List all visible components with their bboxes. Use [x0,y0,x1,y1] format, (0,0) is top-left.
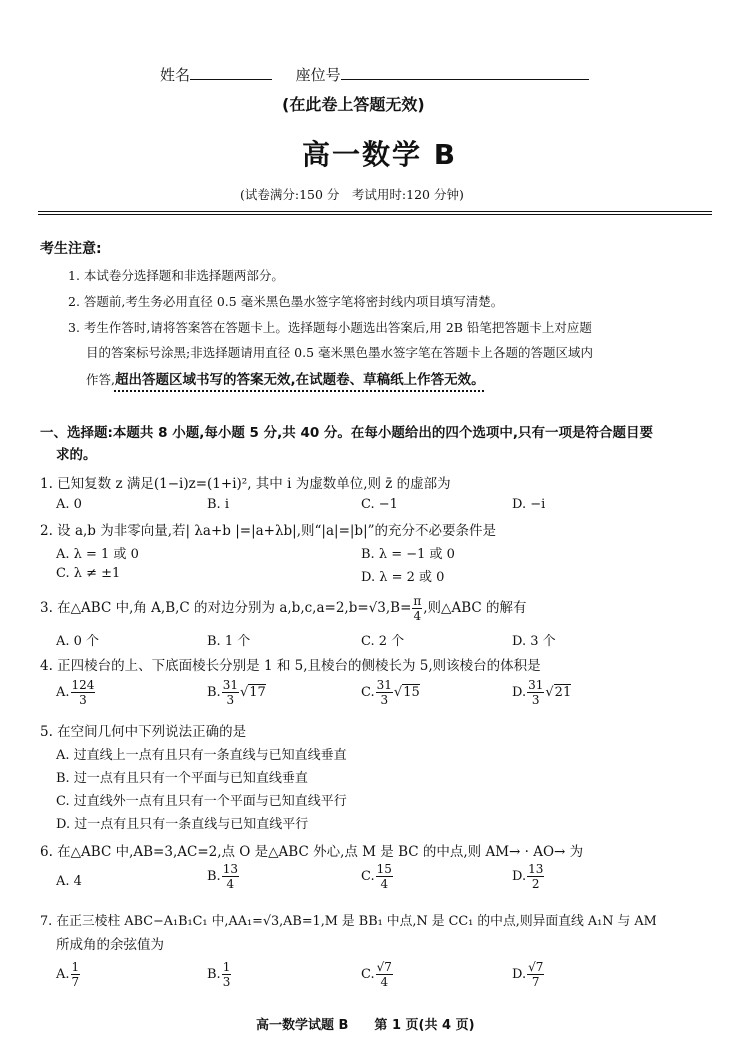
q4-option-d: D. $\frac{31}{3}$ √21 [512,678,572,707]
q7-c-num: √7 [376,960,392,974]
q4-c-frac [376,678,393,707]
q3-frac-num: π [413,594,422,608]
q3-option-c: C. 2 个 [361,634,405,649]
seat-label: 座位号 [295,66,341,84]
q7-a-label: A. [56,967,70,982]
q7-option-d [512,960,545,989]
q7-d-num: √7 [528,960,544,974]
q2-stem: 2. 设 a,b 为非零向量,若| λa+b |=|a+λb|,则“|a|=|b|”的充分不必要条件是 [40,523,497,539]
q7-stem-line1: 7. 在正三棱柱 ABC−A₁B₁C₁ 中,AA₁=√3,AB=1,M 是 BB₁ 中点,N 是 CC₁ 的中点,则异面直线 A₁N 与 AM [40,914,657,929]
notice-heading: 考生注意: [40,241,102,257]
q2-option-c: C. λ ≠ ±1 [56,566,121,581]
q5-option-c: C. 过直线外一点有且只有一个平面与已知直线平行 [56,794,347,809]
q5-option-a: A. 过直线上一点有且只有一条直线与已知直线垂直 [56,748,347,763]
page-footer: 高一数学试题 B 第 1 页(共 4 页) [256,1018,475,1033]
q7-option-c [361,960,394,989]
q5-option-b: B. 过一点有且只有一个平面与已知直线垂直 [56,771,308,786]
invalid-note: (在此卷上答题无效) [282,95,425,114]
notice-item-2: 2. 答题前,考生务必用直径 0.5 毫米黑色墨水签字笔将密封线内项目填写清楚。 [68,294,504,309]
name-field [160,64,589,85]
q3-option-b: B. 1 个 [207,634,251,649]
notice-emphasis: 超出答题区域书写的答案无效,在试题卷、草稿纸上作答无效。 [114,372,485,388]
q4-a-frac [71,678,96,707]
q4-d-den: 3 [531,693,540,707]
notice-item-3-line3a: 作答, [86,372,115,387]
q7-a-frac [71,960,81,989]
q6-c-frac [376,862,393,891]
q6-c-num: 15 [376,862,392,876]
q6-c-den: 4 [380,877,389,891]
page-title: 高一数学 B [302,138,458,171]
q4-c-radicand: 15 [403,685,420,700]
q2-option-b: B. λ = −1 或 0 [361,547,455,562]
q5-stem: 5. 在空间几何中下列说法正确的是 [40,724,247,740]
q4-c-den: 3 [380,693,389,707]
q6-option-a: A. 4 [56,874,82,889]
q7-option-b [207,960,232,989]
q6-option-d [512,862,545,891]
q6-d-den: 2 [531,877,540,891]
q6-option-b [207,862,240,891]
q6-option-c [361,862,394,891]
q7-c-den: 4 [380,975,389,989]
q4-stem: 4. 正四棱台的上、下底面棱长分别是 1 和 5,且棱台的侧棱长为 5,则该棱台的体积是 [40,658,541,674]
q6-d-frac [527,862,544,891]
notice-item-3-line3 [86,368,485,388]
q6-d-num: 13 [528,862,544,876]
q7-b-den: 3 [222,975,231,989]
q6-c-label: C. [361,869,375,884]
section-1-heading-cont: 求的。 [56,447,97,463]
q2-option-d: D. λ = 2 或 0 [361,570,445,585]
q3-stem [40,594,526,623]
q7-c-frac [376,960,393,989]
q1-option-c: C. −1 [361,497,398,512]
q7-d-frac [527,960,544,989]
page-subtitle: (试卷满分:150 分 考试用时:120 分钟) [240,187,464,202]
notice-item-1: 1. 本试卷分选择题和非选择题两部分。 [68,268,284,283]
header-rule-top [38,211,712,212]
q3-frac-den: 4 [413,609,422,623]
notice-item-3-line1: 3. 考生作答时,请将答案答在答题卡上。选择题每小题选出答案后,用 2B 铅笔把答题卡上对应题 [68,320,592,335]
section-1-heading: 一、选择题:本题共 8 小题,每小题 5 分,共 40 分。在每小题给出的四个选项中,只有一项是符合题目要 [40,425,654,441]
q5-option-d: D. 过一点有且只有一条直线与已知直线平行 [56,817,309,832]
q4-d-label: D. [512,685,527,700]
q6-b-num: 13 [222,862,238,876]
name-blank[interactable] [190,65,272,80]
q4-b-frac [222,678,239,707]
q4-b-num: 31 [222,678,238,692]
q4-d-radicand: 21 [554,685,572,700]
q4-d-frac [527,678,544,707]
notice-item-3-line2: 目的答案标号涂黑;非选择题请用直径 0.5 毫米黑色墨水签字笔在答题卡上各题的答题区域内 [86,345,594,360]
q4-option-c: C. $\frac{31}{3}$ √15 [361,678,420,707]
q3-stem-a: 3. 在△ABC 中,角 A,B,C 的对边分别为 a,b,c,a=2,b=√3,B= [40,600,412,616]
q4-c-label: C. [361,685,375,700]
q1-option-b: B. i [207,497,229,512]
q6-b-label: B. [207,869,221,884]
q4-c-num: 31 [376,678,392,692]
header-rule-bottom [38,214,712,215]
q1-option-d: D. −i [512,497,546,512]
q4-a-label: A. [56,685,70,700]
q6-b-den: 4 [226,877,235,891]
seat-blank[interactable] [341,65,589,80]
q1-option-a: A. 0 [56,497,82,512]
q1-stem: 1. 已知复数 z 满足(1−i)z=(1+i)², 其中 i 为虚数单位,则 z̄ 的虚部为 [40,476,451,492]
q4-b-label: B. [207,685,221,700]
q7-b-frac [222,960,232,989]
q4-a-num: 124 [71,678,95,692]
q6-stem: 6. 在△ABC 中,AB=3,AC=2,点 O 是△ABC 外心,点 M 是 BC 的中点,则 AM→ · AO→ 为 [40,844,584,860]
q7-stem-line2: 所成角的余弦值为 [56,937,164,953]
q6-b-frac [222,862,239,891]
q3-stem-b: ,则△ABC 的解有 [423,600,527,616]
q4-option-b: B. $\frac{31}{3}$ √17 [207,678,266,707]
q3-option-d: D. 3 个 [512,634,556,649]
q7-a-num: 1 [71,960,80,974]
q7-d-label: D. [512,967,527,982]
q4-option-a [56,678,96,707]
q7-option-a [56,960,81,989]
q7-b-num: 1 [222,960,231,974]
q6-d-label: D. [512,869,527,884]
q7-a-den: 7 [71,975,80,989]
q4-b-den: 3 [226,693,235,707]
q7-b-label: B. [207,967,221,982]
q7-d-den: 7 [531,975,540,989]
q2-option-a: A. λ = 1 或 0 [56,547,139,562]
q3-option-a: A. 0 个 [56,634,100,649]
q4-a-den: 3 [79,693,87,707]
name-label: 姓名 [160,66,191,84]
q3-fraction [412,594,422,623]
q7-c-label: C. [361,967,375,982]
q4-b-radicand: 17 [249,685,266,700]
q4-d-num: 31 [528,678,544,692]
